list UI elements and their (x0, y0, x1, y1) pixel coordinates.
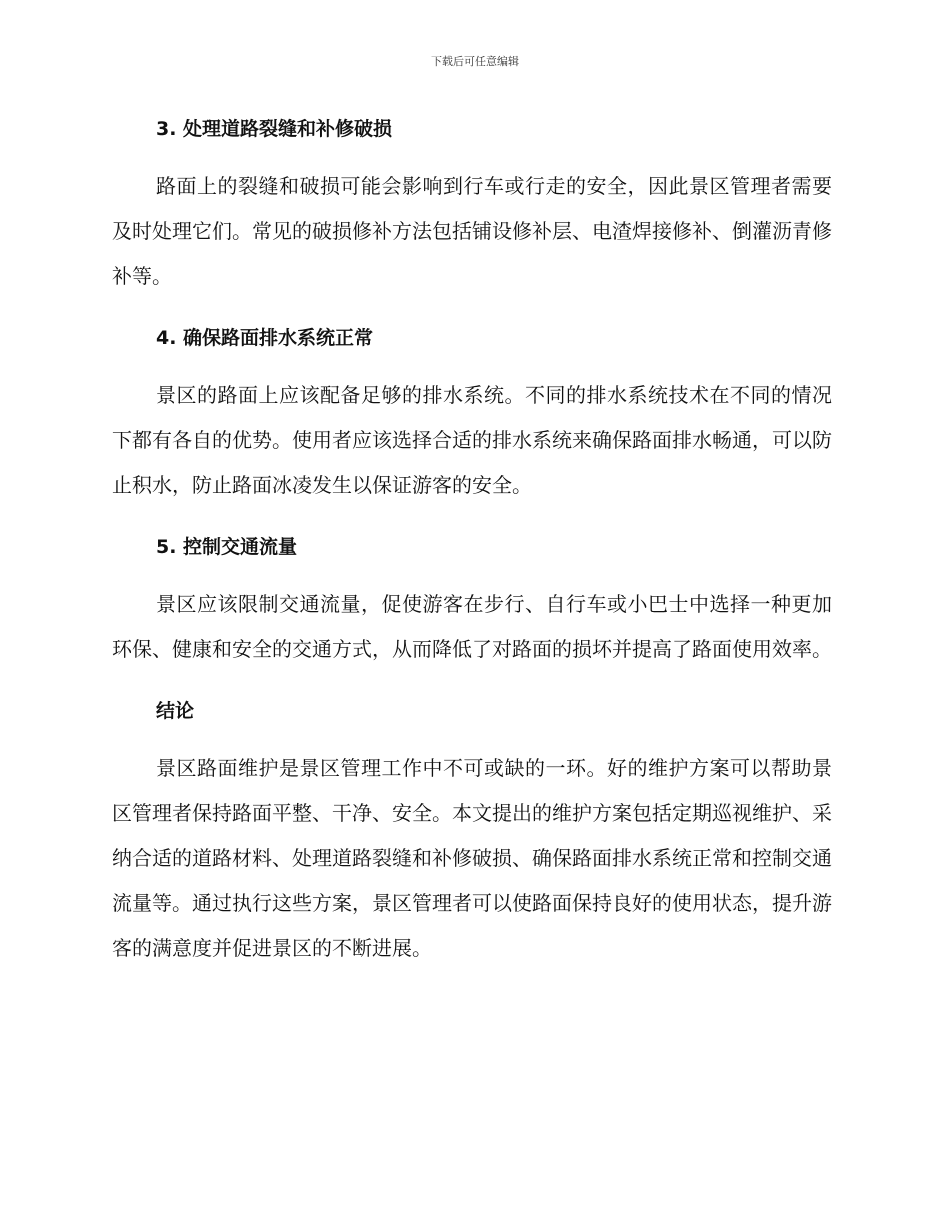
section-heading-conclusion: 结论 (156, 700, 195, 722)
section-body-road-cracks: 路面上的裂缝和破损可能会影响到行车或行走的安全，因此景区管理者需要及时处理它们。常见的破损修补方法包括铺设修补层、电渣焊接修补、倒灌沥青修补等。 (112, 174, 832, 288)
section-heading-drainage: 4. 确保路面排水系统正常 (156, 327, 374, 349)
section-body-traffic: 景区应该限制交通流量，促使游客在步行、自行车或小巴士中选择一种更加环保、健康和安全的交通方式，从而降低了对路面的损坏并提高了路面使用效率。 (112, 592, 832, 661)
page-header: 下载后可任意编辑 (431, 55, 519, 68)
section-body-conclusion: 景区路面维护是景区管理工作中不可或缺的一环。好的维护方案可以帮助景区管理者保持路面平整、干净、安全。本文提出的维护方案包括定期巡视维护、采纳合适的道路材料、处理道路裂缝和补修破损、确保路面排水系统正常和控制交通流量等。通过执行这些方案，景区管理者可以使路面保持良好的使用状态，提升游客的满意度并促进景区的不断进展。 (112, 756, 832, 960)
section-heading-road-cracks: 3. 处理道路裂缝和补修破损 (156, 118, 393, 140)
section-body-drainage: 景区的路面上应该配备足够的排水系统。不同的排水系统技术在不同的情况下都有各自的优势。使用者应该选择合适的排水系统来确保路面排水畅通，可以防止积水，防止路面冰凌发生以保证游客的安全。 (112, 383, 832, 497)
section-heading-traffic: 5. 控制交通流量 (156, 536, 298, 558)
document-content (112, 112, 832, 993)
